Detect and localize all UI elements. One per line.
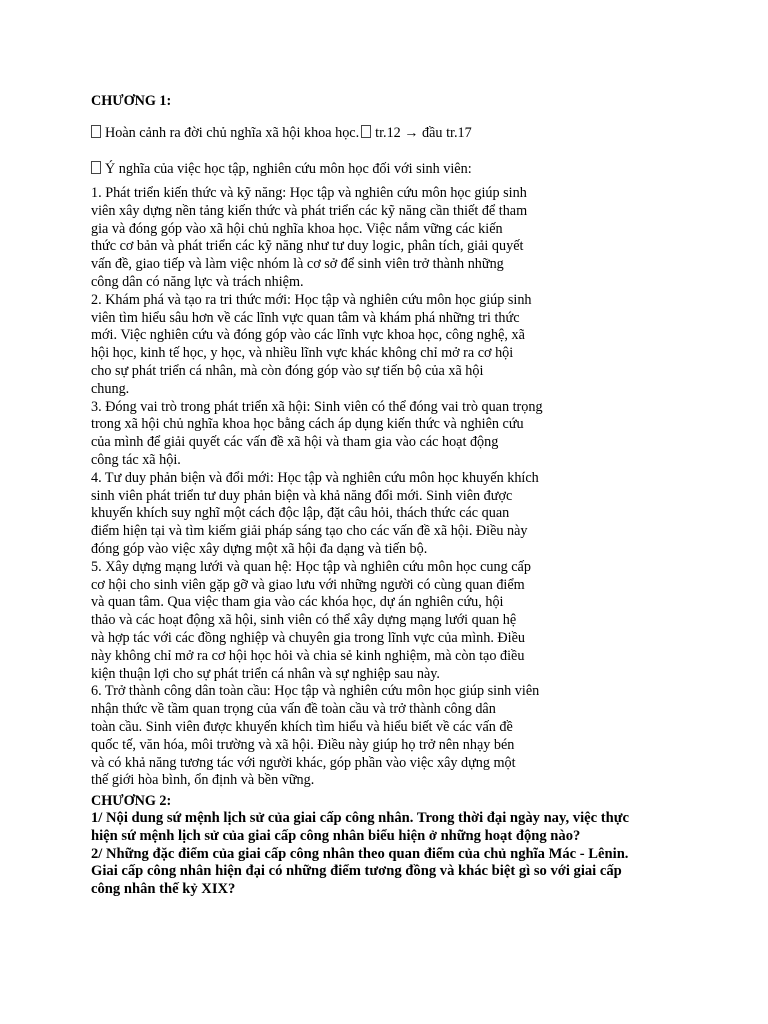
question-line: hiện sứ mệnh lịch sử của giai cấp công nhân biểu hiện ở những hoạt động nào? bbox=[91, 827, 581, 844]
body-line: quốc tế, văn hóa, môi trường và xã hội. Điều này giúp họ trở nên nhạy bén bbox=[91, 736, 515, 753]
body-line: đóng góp vào việc xây dựng một xã hội đa dạng và tiến bộ. bbox=[91, 540, 428, 557]
question-line: Giai cấp công nhân hiện đại có những điểm tương đồng và khác biệt gì so với giai cấp bbox=[91, 863, 622, 880]
topic-1-text: Hoàn cảnh ra đời chủ nghĩa xã hội khoa học. bbox=[105, 125, 360, 141]
topic-2-text: Ý nghĩa của việc học tập, nghiên cứu môn học đối với sinh viên: bbox=[105, 161, 472, 177]
topic-1-line bbox=[91, 124, 472, 142]
body-line: nhận thức về tầm quan trọng của vấn đề toàn cầu và trở thành công dân bbox=[91, 701, 496, 718]
body-line: vấn đề, giao tiếp và làm việc nhóm là cơ sở để sinh viên trở thành những bbox=[91, 256, 504, 273]
topic-2-line bbox=[91, 160, 472, 178]
body-line: viên tìm hiểu sâu hơn về các lĩnh vực quan tâm và khám phá những tri thức bbox=[91, 309, 520, 326]
chapter-1-heading: CHƯƠNG 1: bbox=[91, 93, 172, 109]
body-line: thảo và các hoạt động xã hội, sinh viên có thể xây dựng mạng lưới quan hệ bbox=[91, 612, 517, 629]
missing-glyph-icon bbox=[91, 161, 101, 174]
body-line: kiện thuận lợi cho sự phát triển cá nhân và sự nghiệp sau này. bbox=[91, 665, 440, 682]
body-line: thức cơ bản và phát triển các kỹ năng như tư duy logic, phân tích, giải quyết bbox=[91, 238, 524, 255]
chapter-2-heading: CHƯƠNG 2: bbox=[91, 793, 172, 809]
question-line: 2/ Những đặc điểm của giai cấp công nhân theo quan điểm của chủ nghĩa Mác - Lênin. bbox=[91, 845, 629, 862]
body-line: mới. Việc nghiên cứu và đóng góp vào các lĩnh vực khoa học, công nghệ, xã bbox=[91, 327, 525, 344]
body-line: 1. Phát triển kiến thức và kỹ năng: Học tập và nghiên cứu môn học giúp sinh bbox=[91, 185, 527, 201]
body-line: gia và đóng góp vào xã hội chủ nghĩa khoa học. Việc nắm vững các kiến bbox=[91, 220, 503, 237]
body-line: này không chỉ mở ra cơ hội học hỏi và chia sẻ kinh nghiệm, mà còn tạo điều bbox=[91, 647, 525, 664]
question-line: công nhân thế kỷ XIX? bbox=[91, 881, 236, 898]
body-line: 4. Tư duy phản biện và đổi mới: Học tập và nghiên cứu môn học khuyến khích bbox=[91, 469, 539, 486]
body-line: hội học, kinh tế học, y học, và nhiều lĩnh vực khác không chỉ mở ra cơ hội bbox=[91, 345, 514, 362]
body-line: cho sự phát triển cá nhân, mà còn đóng góp vào sự tiến bộ của xã hội bbox=[91, 362, 484, 379]
body-line: 2. Khám phá và tạo ra tri thức mới: Học tập và nghiên cứu môn học giúp sinh bbox=[91, 291, 532, 308]
body-line: chung. bbox=[91, 380, 130, 397]
body-line: thế giới hòa bình, ổn định và bền vững. bbox=[91, 772, 315, 789]
body-line: viên xây dựng nền tảng kiến thức và phát triển các kỹ năng cần thiết để tham bbox=[91, 202, 528, 219]
body-line: của mình để giải quyết các vấn đề xã hội và tham gia vào các hoạt động bbox=[91, 434, 499, 451]
body-line: cơ hội cho sinh viên gặp gỡ và giao lưu với những người có cùng quan điểm bbox=[91, 576, 525, 593]
missing-glyph-icon bbox=[91, 125, 101, 138]
body-line: và quan tâm. Qua việc tham gia vào các khóa học, dự án nghiên cứu, hội bbox=[91, 594, 504, 611]
chapter-2-questions bbox=[91, 810, 691, 899]
body-line: 6. Trở thành công dân toàn cầu: Học tập và nghiên cứu môn học giúp sinh viên bbox=[91, 683, 540, 700]
body-line: công dân có năng lực và trách nhiệm. bbox=[91, 273, 304, 290]
body-line: khuyến khích suy nghĩ một cách độc lập, đặt câu hỏi, thách thức các quan bbox=[91, 505, 510, 522]
chapter-1-body bbox=[91, 185, 691, 790]
body-line: công tác xã hội. bbox=[91, 451, 181, 468]
body-line: trong xã hội chủ nghĩa khoa học bằng cách áp dụng kiến thức và nghiên cứu bbox=[91, 416, 524, 433]
missing-glyph-icon bbox=[361, 125, 371, 138]
body-line: 3. Đóng vai trò trong phát triển xã hội: Sinh viên có thể đóng vai trò quan trọng bbox=[91, 398, 543, 415]
topic-1-ref: tr.12 → đầu tr.17 bbox=[375, 125, 472, 141]
body-line: sinh viên phát triển tư duy phản biện và khả năng đổi mới. Sinh viên được bbox=[91, 487, 513, 504]
body-line: 5. Xây dựng mạng lưới và quan hệ: Học tập và nghiên cứu môn học cung cấp bbox=[91, 558, 531, 575]
body-line: và hợp tác với các đồng nghiệp và chuyên gia trong lĩnh vực của mình. Điều bbox=[91, 629, 526, 646]
question-line: 1/ Nội dung sứ mệnh lịch sử của giai cấp công nhân. Trong thời đại ngày nay, việc thực bbox=[91, 810, 629, 826]
body-line: toàn cầu. Sinh viên được khuyến khích tìm hiểu và hiểu biết về các vấn đề bbox=[91, 718, 513, 735]
body-line: và có khả năng tương tác với người khác, góp phần vào việc xây dựng một bbox=[91, 754, 516, 771]
body-line: điểm hiện tại và tìm kiếm giải pháp sáng tạo cho các vấn đề xã hội. Điều này bbox=[91, 523, 528, 540]
